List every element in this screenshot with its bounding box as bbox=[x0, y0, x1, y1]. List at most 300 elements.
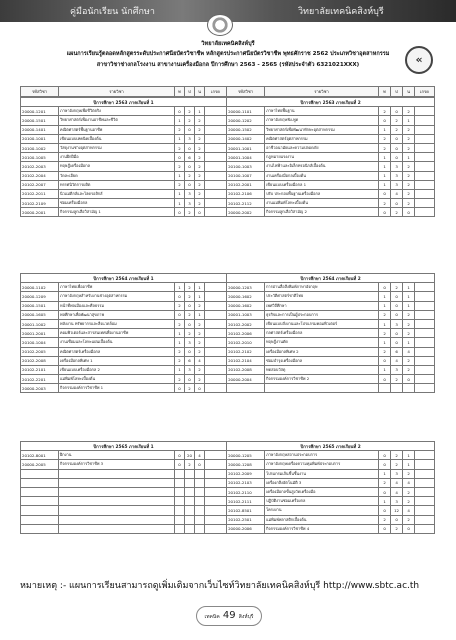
table-cell: 2 bbox=[391, 125, 403, 134]
table-cell: 20000-1202 bbox=[227, 116, 265, 125]
table-cell: 0 bbox=[379, 375, 391, 384]
table-cell: 20001-1002 bbox=[21, 319, 59, 328]
table-cell: ทฤษฎีเครื่องมือกล bbox=[59, 162, 175, 171]
handbook-title: คู่มือนักเรียน นักศึกษา bbox=[70, 7, 155, 17]
table-cell bbox=[415, 116, 435, 125]
semester-title: ปีการศึกษา 2563 ภาคเรียนที่ 1 bbox=[21, 98, 227, 107]
table-cell bbox=[175, 524, 185, 533]
table-cell bbox=[59, 497, 175, 506]
table-cell: 20000-1201 bbox=[21, 107, 59, 116]
semester-block-table bbox=[20, 441, 435, 534]
table-cell: 2 bbox=[403, 134, 415, 143]
table-cell: 4 bbox=[391, 478, 403, 487]
table-cell: 0 bbox=[175, 208, 185, 217]
table-cell: 0 bbox=[379, 506, 391, 515]
table-row bbox=[21, 365, 435, 374]
table-cell: 2 bbox=[195, 338, 205, 347]
table-cell: เขียนแบบสั่งงานและโปรแกรมคอมพิวเตอร์ bbox=[265, 319, 379, 328]
table-cell: 2 bbox=[175, 356, 185, 365]
table-cell: 2 bbox=[175, 180, 185, 189]
table-cell: วัดละเอียด bbox=[59, 171, 175, 180]
table-cell: 0 bbox=[391, 143, 403, 152]
table-cell: 2 bbox=[403, 171, 415, 180]
table-cell: 20000-2003 bbox=[21, 384, 59, 393]
table-cell: 6 bbox=[185, 153, 195, 162]
table-cell bbox=[185, 524, 195, 533]
table-cell: 20102-2002 bbox=[227, 319, 265, 328]
table-cell: 1 bbox=[379, 319, 391, 328]
table-row bbox=[21, 199, 435, 208]
table-cell bbox=[403, 384, 415, 393]
table-cell bbox=[195, 478, 205, 487]
table-cell bbox=[59, 524, 175, 533]
table-cell: 3 bbox=[391, 497, 403, 506]
table-cell bbox=[415, 153, 435, 162]
table-cell: วิทยาศาสตร์เพื่อพัฒนาทักษะอุตสาหกรรม bbox=[265, 125, 379, 134]
table-cell: 20100-1004 bbox=[21, 338, 59, 347]
table-row bbox=[21, 524, 435, 533]
table-row bbox=[21, 310, 435, 319]
table-cell: คอมพิวเตอร์และสารสนเทศเพื่องานอาชีพ bbox=[59, 329, 175, 338]
table-row bbox=[21, 153, 435, 162]
table-cell: เพศวิถีศึกษา bbox=[265, 301, 379, 310]
table-cell: 0 bbox=[403, 208, 415, 217]
table-cell bbox=[415, 506, 435, 515]
table-cell: ทรรศนิวัตการผลิต bbox=[59, 180, 175, 189]
table-cell: ภาษาอังกฤษฟัง-พูด bbox=[265, 116, 379, 125]
table-cell: 20000-2006 bbox=[227, 524, 265, 533]
table-cell: คณิตศาสตร์พื้นฐานอาชีพ bbox=[59, 125, 175, 134]
table-cell: กิจกรรมองค์การวิชาชีพ 3 bbox=[59, 460, 175, 469]
table-cell: 2 bbox=[195, 116, 205, 125]
col-theory: ท bbox=[379, 87, 391, 97]
table-cell: 20102-8501 bbox=[227, 506, 265, 515]
table-cell: 0 bbox=[185, 375, 195, 384]
table-cell: 0 bbox=[175, 153, 185, 162]
table-cell bbox=[205, 329, 227, 338]
page-number: 49 bbox=[222, 610, 236, 621]
table-cell: ปรับ ประกอบพื้นฐานเครื่องมือกล bbox=[265, 189, 379, 198]
table-cell bbox=[21, 497, 59, 506]
table-cell: 1 bbox=[379, 301, 391, 310]
table-cell: 2 bbox=[403, 310, 415, 319]
table-cell: วัสดุงานช่างอุตสาหกรรม bbox=[59, 143, 175, 152]
table-cell: 20001-2001 bbox=[21, 329, 59, 338]
table-cell: 2 bbox=[403, 356, 415, 365]
table-cell bbox=[415, 497, 435, 506]
table-cell: 2 bbox=[391, 116, 403, 125]
table-cell: 1 bbox=[195, 292, 205, 301]
table-cell: แม่พิมพ์โลหะเบื้องต้น bbox=[59, 375, 175, 384]
table-cell: 0 bbox=[175, 384, 185, 393]
semester-title: ปีการศึกษา 2563 ภาคเรียนที่ 2 bbox=[227, 98, 435, 107]
table-cell: 1 bbox=[195, 107, 205, 116]
table-cell: 0 bbox=[185, 301, 195, 310]
table-cell: ฝึกงาน bbox=[59, 451, 175, 460]
table-row bbox=[21, 116, 435, 125]
col-practice: ป bbox=[391, 87, 403, 97]
table-cell bbox=[195, 469, 205, 478]
table-cell bbox=[205, 125, 227, 134]
table-row bbox=[21, 375, 435, 384]
column-header-table bbox=[20, 86, 435, 97]
table-row bbox=[21, 283, 435, 292]
table-cell: 2 bbox=[403, 515, 415, 524]
table-cell: 4 bbox=[391, 189, 403, 198]
table-cell: 1 bbox=[379, 171, 391, 180]
table-cell: 1 bbox=[403, 116, 415, 125]
col-code: รหัสวิชา bbox=[227, 87, 265, 97]
table-cell: 2 bbox=[403, 180, 415, 189]
table-cell bbox=[415, 171, 435, 180]
table-cell: ภาษาอังกฤษเครื่องความคุมพิมพ์ประกอบการ bbox=[265, 460, 379, 469]
table-cell: 0 bbox=[379, 116, 391, 125]
table-cell: 20001-1003 bbox=[227, 310, 265, 319]
table-row bbox=[21, 338, 435, 347]
table-cell: 20000-1203 bbox=[227, 283, 265, 292]
table-cell: 6 bbox=[391, 347, 403, 356]
table-cell: 0 bbox=[379, 283, 391, 292]
table-cell: 20102-2111 bbox=[227, 497, 265, 506]
table-cell: 20100-1005 bbox=[21, 153, 59, 162]
table-cell: 2 bbox=[175, 143, 185, 152]
table-cell: 2 bbox=[403, 487, 415, 496]
table-cell: 0 bbox=[185, 162, 195, 171]
table-cell bbox=[195, 506, 205, 515]
table-cell: เขียนแบบเครื่องมือกล 2 bbox=[59, 365, 175, 374]
table-row bbox=[21, 384, 435, 393]
table-cell: 0 bbox=[403, 375, 415, 384]
table-cell: 2 bbox=[175, 347, 185, 356]
table-cell: 0 bbox=[185, 347, 195, 356]
table-row bbox=[21, 460, 435, 469]
table-cell bbox=[205, 162, 227, 171]
table-cell bbox=[415, 292, 435, 301]
table-cell: 1 bbox=[175, 171, 185, 180]
table-cell bbox=[205, 356, 227, 365]
col-credit: น bbox=[403, 87, 415, 97]
table-cell: 3 bbox=[185, 199, 195, 208]
doc-subtitle: แผนการเรียนรู้ตลอดหลักสูตรระดับประกาศนียบัตรวิชาชีพ หลักสูตรประกาศนียบัตรวิชาชีพ พุทธศักราช 2562 ประเภทวิชาอุตสาหกรรม bbox=[66, 51, 390, 57]
table-cell: 2 bbox=[403, 319, 415, 328]
table-cell: 2 bbox=[403, 469, 415, 478]
table-cell: 1 bbox=[195, 310, 205, 319]
table-cell: 2 bbox=[195, 171, 205, 180]
table-cell: 2 bbox=[185, 208, 195, 217]
table-cell: 20000-2002 bbox=[227, 208, 265, 217]
table-cell: กิจกรรมองค์การวิชาชีพ 2 bbox=[265, 375, 379, 384]
table-cell: 2 bbox=[195, 125, 205, 134]
table-cell bbox=[205, 347, 227, 356]
table-cell: 20000-1501 bbox=[21, 301, 59, 310]
table-cell: 20000-1402 bbox=[227, 134, 265, 143]
table-cell: 2 bbox=[185, 329, 195, 338]
table-cell: 2 bbox=[379, 347, 391, 356]
table-cell: 2 bbox=[175, 319, 185, 328]
table-row bbox=[21, 107, 435, 116]
table-cell bbox=[415, 199, 435, 208]
table-cell: 2 bbox=[185, 107, 195, 116]
doc-program: สาขาวิชาช่างกลโรงงาน สาขางานเครื่องมือกล ปีการศึกษา 2563 - 2565 (รหัสประจำตัว 6321021XXX) bbox=[96, 62, 360, 68]
table-cell bbox=[415, 134, 435, 143]
table-cell: 2 bbox=[391, 283, 403, 292]
table-cell: 20000-1102 bbox=[21, 283, 59, 292]
table-cell: 20000-1209 bbox=[21, 292, 59, 301]
table-cell: 20001-1004 bbox=[227, 153, 265, 162]
table-cell: 12 bbox=[391, 506, 403, 515]
table-cell: 2 bbox=[391, 451, 403, 460]
col-practice: ป bbox=[185, 87, 195, 97]
table-cell bbox=[227, 384, 265, 393]
table-cell: 20102-2106 bbox=[227, 189, 265, 198]
table-cell bbox=[415, 283, 435, 292]
table-cell: 2 bbox=[185, 292, 195, 301]
table-cell: 20102-2005 bbox=[21, 347, 59, 356]
table-cell: 1 bbox=[403, 301, 415, 310]
table-cell bbox=[415, 107, 435, 116]
table-cell bbox=[205, 292, 227, 301]
table-cell bbox=[175, 506, 185, 515]
table-cell: 20000-2004 bbox=[227, 375, 265, 384]
table-cell bbox=[205, 310, 227, 319]
table-cell bbox=[415, 469, 435, 478]
table-cell: 1 bbox=[379, 162, 391, 171]
college-logo-icon bbox=[207, 14, 233, 36]
table-cell: 1 bbox=[379, 180, 391, 189]
table-cell: 2 bbox=[195, 329, 205, 338]
table-cell: 1 bbox=[403, 153, 415, 162]
table-cell: 2 bbox=[195, 347, 205, 356]
table-cell: 20000-1602 bbox=[227, 292, 265, 301]
table-cell: 20102-2003 bbox=[21, 162, 59, 171]
table-cell: ธุรกิจและการเป็นผู้ประกอบการ bbox=[265, 310, 379, 319]
table-cell: 3 bbox=[185, 189, 195, 198]
table-cell bbox=[205, 375, 227, 384]
table-cell: 2 bbox=[185, 116, 195, 125]
table-cell bbox=[205, 319, 227, 328]
table-cell bbox=[415, 356, 435, 365]
table-cell: 3 bbox=[185, 365, 195, 374]
table-cell bbox=[415, 375, 435, 384]
table-cell: กฎหมายแรงงาน bbox=[265, 153, 379, 162]
table-cell: 20000-1502 bbox=[227, 125, 265, 134]
table-cell: 4 bbox=[195, 451, 205, 460]
table-cell: คณิตศาสตร์อุตสาหกรรม bbox=[265, 134, 379, 143]
table-cell: 0 bbox=[391, 338, 403, 347]
table-cell bbox=[205, 134, 227, 143]
table-row bbox=[21, 208, 435, 217]
table-cell: 2 bbox=[403, 125, 415, 134]
table-cell bbox=[415, 162, 435, 171]
table-cell: 20102-2007 bbox=[21, 180, 59, 189]
table-cell: วิทยาศาสตร์เพื่องานอาชีพและชีวิต bbox=[59, 116, 175, 125]
table-cell: 0 bbox=[195, 384, 205, 393]
table-cell bbox=[185, 469, 195, 478]
table-cell bbox=[185, 515, 195, 524]
footer-suffix: สิงห์บุรี bbox=[238, 614, 254, 620]
table-cell: 20100-1003 bbox=[227, 162, 265, 171]
page-number-badge bbox=[196, 606, 262, 626]
doc-title: วิทยาลัยเทคนิคสิงห์บุรี bbox=[201, 41, 255, 47]
table-cell: 0 bbox=[195, 460, 205, 469]
table-cell bbox=[205, 524, 227, 533]
table-row bbox=[21, 162, 435, 171]
table-cell: ภาษาอังกฤษสถานประกอบการ bbox=[265, 451, 379, 460]
table-cell bbox=[205, 189, 227, 198]
table-cell bbox=[205, 143, 227, 152]
col-code: รหัสวิชา bbox=[21, 87, 59, 97]
table-cell: 20100-1002 bbox=[21, 143, 59, 152]
table-cell: กิจกรรมลูกเสือวิสามัญ 1 bbox=[59, 208, 175, 217]
table-cell: 0 bbox=[391, 153, 403, 162]
table-cell: 20102-2110 bbox=[227, 487, 265, 496]
table-cell: 0 bbox=[379, 208, 391, 217]
table-row bbox=[21, 292, 435, 301]
table-cell: 0 bbox=[379, 189, 391, 198]
table-cell: 2 bbox=[379, 107, 391, 116]
table-cell: 1 bbox=[175, 365, 185, 374]
table-cell: 0 bbox=[391, 329, 403, 338]
table-cell: ซ่อมบำรุงเครื่องมือกล bbox=[265, 356, 379, 365]
table-cell: 20102-2104 bbox=[227, 356, 265, 365]
table-cell: 2 bbox=[195, 319, 205, 328]
table-cell bbox=[175, 497, 185, 506]
table-cell: หน้าที่พลเมืองและศีลธรรม bbox=[59, 301, 175, 310]
table-row bbox=[21, 515, 435, 524]
table-cell: เครื่องมือกลพิเศษ 2 bbox=[265, 347, 379, 356]
table-cell bbox=[175, 515, 185, 524]
table-cell: ทดสอบวัสดุ bbox=[265, 365, 379, 374]
table-cell: 0 bbox=[379, 451, 391, 460]
table-cell: 0 bbox=[175, 107, 185, 116]
table-cell bbox=[415, 365, 435, 374]
double-chevron-left-icon[interactable]: « bbox=[405, 46, 433, 74]
table-row bbox=[21, 301, 435, 310]
table-cell: 2 bbox=[185, 310, 195, 319]
table-cell: 20000-1101 bbox=[227, 107, 265, 116]
table-cell: 20001-1001 bbox=[227, 143, 265, 152]
table-cell: 1 bbox=[379, 365, 391, 374]
table-cell bbox=[205, 506, 227, 515]
table-cell bbox=[21, 469, 59, 478]
table-cell: 2 bbox=[175, 375, 185, 384]
table-cell bbox=[205, 301, 227, 310]
table-cell bbox=[205, 199, 227, 208]
footer-label: เทคนิค bbox=[204, 614, 220, 620]
table-cell: 0 bbox=[379, 356, 391, 365]
table-cell: เครื่องมือกลพิเศษ 1 bbox=[59, 356, 175, 365]
table-cell bbox=[195, 515, 205, 524]
table-cell bbox=[205, 365, 227, 374]
table-row bbox=[21, 347, 435, 356]
table-cell: ภาษาไทยเพื่ออาชีพ bbox=[59, 283, 175, 292]
table-cell: 0 bbox=[391, 134, 403, 143]
table-cell: 20 bbox=[185, 451, 195, 460]
table-cell: 20000-2005 bbox=[21, 460, 59, 469]
table-cell: 0 bbox=[175, 292, 185, 301]
table-cell bbox=[21, 524, 59, 533]
table-cell: 20102-2101 bbox=[21, 365, 59, 374]
col-subject: รายวิชา bbox=[265, 87, 379, 97]
table-cell: แม่พิมพ์พลาสติกเบื้องต้น bbox=[265, 515, 379, 524]
table-cell: เครื่องมือกลขั้นสูงวัดเครื่องมือ bbox=[265, 487, 379, 496]
table-cell: งานเครื่องมือกลเบื้องต้น bbox=[265, 171, 379, 180]
table-cell bbox=[415, 347, 435, 356]
table-cell: 2 bbox=[403, 365, 415, 374]
table-cell: 0 bbox=[175, 460, 185, 469]
table-cell: ภาษาไทยพื้นฐาน bbox=[265, 107, 379, 116]
table-cell bbox=[185, 506, 195, 515]
table-cell: 2 bbox=[379, 199, 391, 208]
table-row bbox=[21, 487, 435, 496]
table-cell: 4 bbox=[403, 506, 415, 515]
table-cell: 3 bbox=[391, 469, 403, 478]
table-cell: 3 bbox=[391, 365, 403, 374]
table-cell: 1 bbox=[403, 338, 415, 347]
table-cell: 4 bbox=[391, 487, 403, 496]
table-cell bbox=[379, 384, 391, 393]
table-cell: 1 bbox=[403, 292, 415, 301]
table-cell bbox=[415, 478, 435, 487]
table-cell: 2 bbox=[403, 199, 415, 208]
table-cell: 20000-1501 bbox=[21, 116, 59, 125]
table-cell: 2 bbox=[403, 329, 415, 338]
table-cell bbox=[21, 506, 59, 515]
table-cell: 2 bbox=[195, 180, 205, 189]
table-row bbox=[21, 319, 435, 328]
table-cell: 1 bbox=[175, 189, 185, 198]
table-cell: 2 bbox=[379, 134, 391, 143]
table-cell: 1 bbox=[175, 134, 185, 143]
table-cell: โปรแกรมเส้นชิ้นชิ้นงาน bbox=[265, 469, 379, 478]
table-cell: 20102-2201 bbox=[21, 375, 59, 384]
table-cell: 20102-2109 bbox=[21, 199, 59, 208]
table-row bbox=[21, 329, 435, 338]
table-cell bbox=[415, 329, 435, 338]
table-cell: ทฤษฎีงานตัด bbox=[265, 338, 379, 347]
table-cell bbox=[175, 487, 185, 496]
table-cell: 4 bbox=[195, 356, 205, 365]
table-cell: 0 bbox=[391, 292, 403, 301]
table-cell: 20000-1605 bbox=[21, 310, 59, 319]
semester-title: ปีการศึกษา 2565 ภาคเรียนที่ 1 bbox=[21, 442, 227, 451]
table-cell: 0 bbox=[185, 319, 195, 328]
table-cell bbox=[175, 478, 185, 487]
table-cell bbox=[175, 469, 185, 478]
semester-block-table bbox=[20, 273, 435, 393]
table-cell: เขียนแบบเทคนิคเบื้องต้น bbox=[59, 134, 175, 143]
table-cell bbox=[205, 107, 227, 116]
table-cell: 20102-2008 bbox=[21, 356, 59, 365]
table-cell: 1 bbox=[379, 292, 391, 301]
table-cell: ภาษาอังกฤษเพื่อชีวิตจริง bbox=[59, 107, 175, 116]
table-cell: 1 bbox=[403, 451, 415, 460]
table-cell: 0 bbox=[391, 515, 403, 524]
col-theory: ท bbox=[175, 87, 185, 97]
table-cell: 0 bbox=[379, 460, 391, 469]
table-cell: 20102-2103 bbox=[227, 478, 265, 487]
table-cell bbox=[205, 208, 227, 217]
table-cell: 2 bbox=[379, 478, 391, 487]
table-cell: 20102-2501 bbox=[227, 515, 265, 524]
table-cell: 3 bbox=[391, 319, 403, 328]
table-cell: อาชีวอนามัยและความปลอดภัย bbox=[265, 143, 379, 152]
table-cell: 0 bbox=[379, 487, 391, 496]
table-cell bbox=[415, 310, 435, 319]
table-cell: กลศาสตร์เครื่องมือกล bbox=[265, 329, 379, 338]
table-cell: 1 bbox=[175, 283, 185, 292]
col-credit: น bbox=[195, 87, 205, 97]
